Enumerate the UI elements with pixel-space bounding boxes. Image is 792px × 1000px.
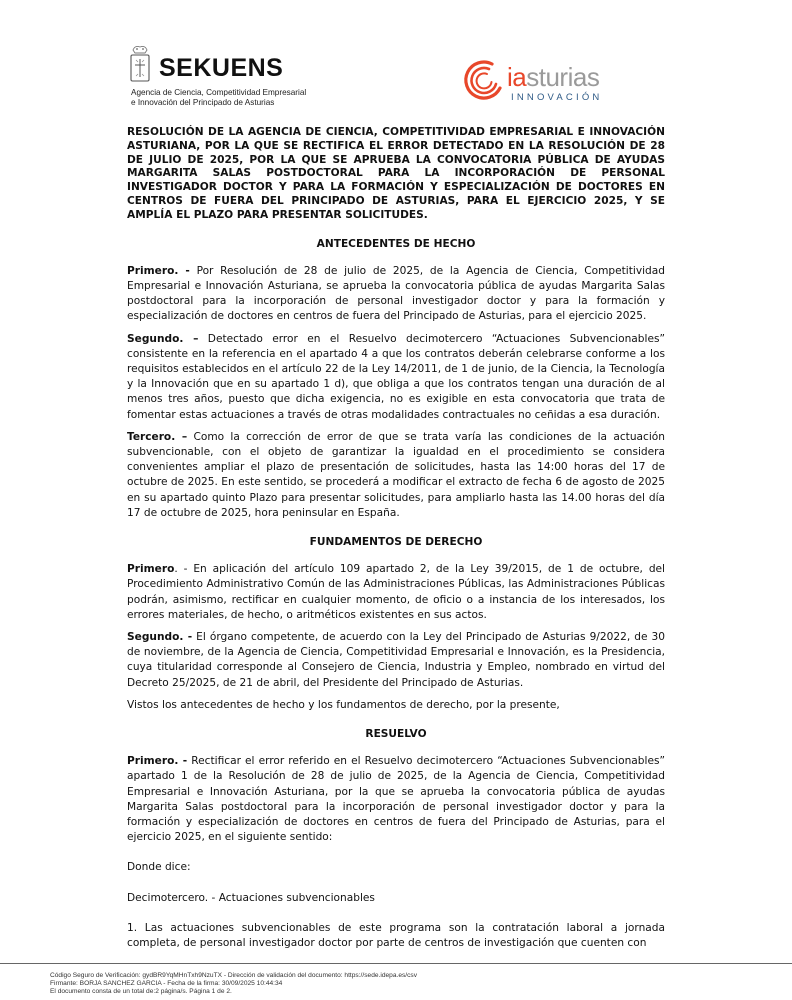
antecedente-paragraph xyxy=(127,332,665,423)
resolution-title: RESOLUCIÓN DE LA AGENCIA DE CIENCIA, COMPETITIVIDAD EMPRESARIAL E INNOVACIÓN ASTURIANA, POR LA QUE SE RECTIFICA EL ERROR DETECTADO EN LA RESOLUCIÓN DE 28 DE JULIO DE 2025, POR LA QUE SE APRUEBA LA CONVOCATORIA PÚBLICA DE AYUDAS MARGARITA SALAS POSTDOCTORAL PARA LA INCORPORACIÓN DE PERSONAL INVESTIGADOR DOCTOR Y PARA LA FORMACIÓN Y ESPECIALIZACIÓN DE DOCTORES EN CENTROS DE FUERA DEL PRINCIPADO DE ASTURIAS, PARA EL EJERCICIO 2025, Y SE AMPLÍA EL PLAZO PARA PRESENTAR SOLICITUDES. xyxy=(127,126,665,221)
paragraph-text: El órgano competente, de acuerdo con la Ley del Principado de Asturias 9/2022, de 30 de noviembre, de la Agencia de Ciencia, Competitividad Empresarial e Innovación, es la Presidencia, cuya titularidad corresponde al Consejero de Ciencia, Industria y Empleo, nombrado en virtud del Decreto 25/2025, de 21 de abril, del Presidente del Principado de Asturias. xyxy=(127,631,666,689)
paragraph-label: Segundo. - xyxy=(127,631,193,644)
signature-footer xyxy=(50,972,417,996)
paragraph-label: Segundo. – xyxy=(127,332,199,345)
iasturias-subtitle: INNOVACIÓN xyxy=(511,92,603,103)
decimotercero-heading: Decimotercero. - Actuaciones subvencionables xyxy=(127,891,375,904)
fundamentos-closing: Vistos los antecedentes de hecho y los fundamentos de derecho, por la presente, xyxy=(127,698,560,711)
paragraph-text: Rectificar el error referido en el Resuelvo decimotercero “Actuaciones Subvencionables” apartado 1 de la Resolución de 28 de julio de 2025, de la Agencia de Ciencia, Competitividad Empresarial e Innovación Asturiana, por la que se aprueba la convocatoria pública de ayudas Margarita Salas postdoctoral para la incorporación de personal investigador doctor y para la formación y especialización de doctores en centros de fuera del Principado de Asturias, para el ejercicio 2025, en el siguiente sentido: xyxy=(127,755,665,844)
fundamento-paragraph xyxy=(127,630,665,691)
paragraph-text: Detectado error en el Resuelvo decimotercero “Actuaciones Subvencionables” consistente en la referencia en el apartado 4 a que los contratos deberán celebrarse conforme a los requisitos establecidos en el artículo 22 de la Ley 14/2011, de 1 de junio, de la Ciencia, la Tecnología y la Innovación que en su apartado 1 d), que obliga a que los contratos tengan una duración de al menos tres años, puesto que dicha exigencia, no es exigible en esta convocatoria que trata de fomentar estas actuaciones a través de otras modalidades contractuales no ceñidas a esa duración. xyxy=(127,332,665,421)
sekuens-subtitle-line1: Agencia de Ciencia, Competitividad Empresarial xyxy=(131,88,307,97)
sekuens-wordmark: SEKUENS xyxy=(159,54,284,82)
iasturias-wordmark xyxy=(507,64,599,90)
page-count-line: El documento consta de un total de:2 página/s. Página 1 de 2. xyxy=(50,988,232,995)
document-body xyxy=(127,126,665,958)
document-header xyxy=(0,0,792,115)
iasturias-wordmark-prefix: ia xyxy=(507,62,527,92)
actuaciones-item-1: 1. Las actuaciones subvencionables de este programa son la contratación laboral a jornada completa, de personal investigador doctor por parte de centros de investigación que cuenten con xyxy=(127,921,665,950)
sekuens-logo xyxy=(128,44,318,108)
concentric-circles-icon xyxy=(462,58,506,102)
paragraph-text: Como la corrección de error de que se trata varía las condiciones de la actuación subvencionable, con el objeto de garantizar la igualdad en el procedimiento se considera convenientes ampliar el plazo de presentación de solicitudes, hasta las 14:00 horas del 17 de octubre de 2025. En este sentido, se procederá a modificar el extracto de fecha 6 de agosto de 2025 en su apartado quinto Plazo para presentar solicitudes, para ampliarlo hasta las 14.00 horas del día 17 de octubre de 2025, hora peninsular en España. xyxy=(127,430,665,519)
verification-code-line: Código Seguro de Verificación: gydBR9YqMHnTxh9NzuTX - Dirección de validación del documento: https://sede.idepa.es/csv xyxy=(50,972,418,979)
signer-line: Firmante: BORJA SANCHEZ GARCIA - Fecha de la firma: 30/09/2025 10:44:34 xyxy=(50,980,283,987)
paragraph-label: Primero. - xyxy=(127,755,188,768)
paragraph-text: Por Resolución de 28 de julio de 2025, de la Agencia de Ciencia, Competitividad Empresarial e Innovación Asturiana, se aprueba la convocatoria pública de ayudas Margarita Salas postdoctoral para la incorporación de personal investigador doctor y para la formación y especialización de doctores en centros de fuera del Principado de Asturias, para el ejercicio 2025. xyxy=(127,264,665,323)
paragraph-label: Primero. - xyxy=(127,264,190,277)
antecedente-paragraph xyxy=(127,264,665,325)
resuelvo-heading: RESUELVO xyxy=(365,728,427,741)
paragraph-label: Tercero. – xyxy=(127,430,188,443)
asturias-coat-of-arms-icon xyxy=(128,44,152,84)
iasturias-wordmark-suffix: sturias xyxy=(526,62,600,92)
sekuens-subtitle xyxy=(131,88,306,107)
donde-dice: Donde dice: xyxy=(127,861,191,874)
antecedentes-heading: ANTECEDENTES DE HECHO xyxy=(316,237,476,250)
fundamento-paragraph xyxy=(127,562,665,623)
sekuens-subtitle-line2: e Innovación del Principado de Asturias xyxy=(131,97,275,107)
resuelvo-paragraph xyxy=(127,754,665,845)
paragraph-label: Primero xyxy=(127,563,175,576)
iasturias-logo xyxy=(462,58,622,106)
fundamentos-heading: FUNDAMENTOS DE DERECHO xyxy=(309,536,483,549)
antecedente-paragraph xyxy=(127,430,665,521)
footer-divider xyxy=(0,963,792,964)
paragraph-text: . - En aplicación del artículo 109 apartado 2, de la Ley 39/2015, de 1 de octubre, del Procedimiento Administrativo Común de las Administraciones Públicas, las Administraciones Públicas podrán, asimismo, rectificar en cualquier momento, de oficio o a instancia de los interesados, los errores materiales, de hecho, o aritméticos existentes en sus actos. xyxy=(127,563,665,621)
